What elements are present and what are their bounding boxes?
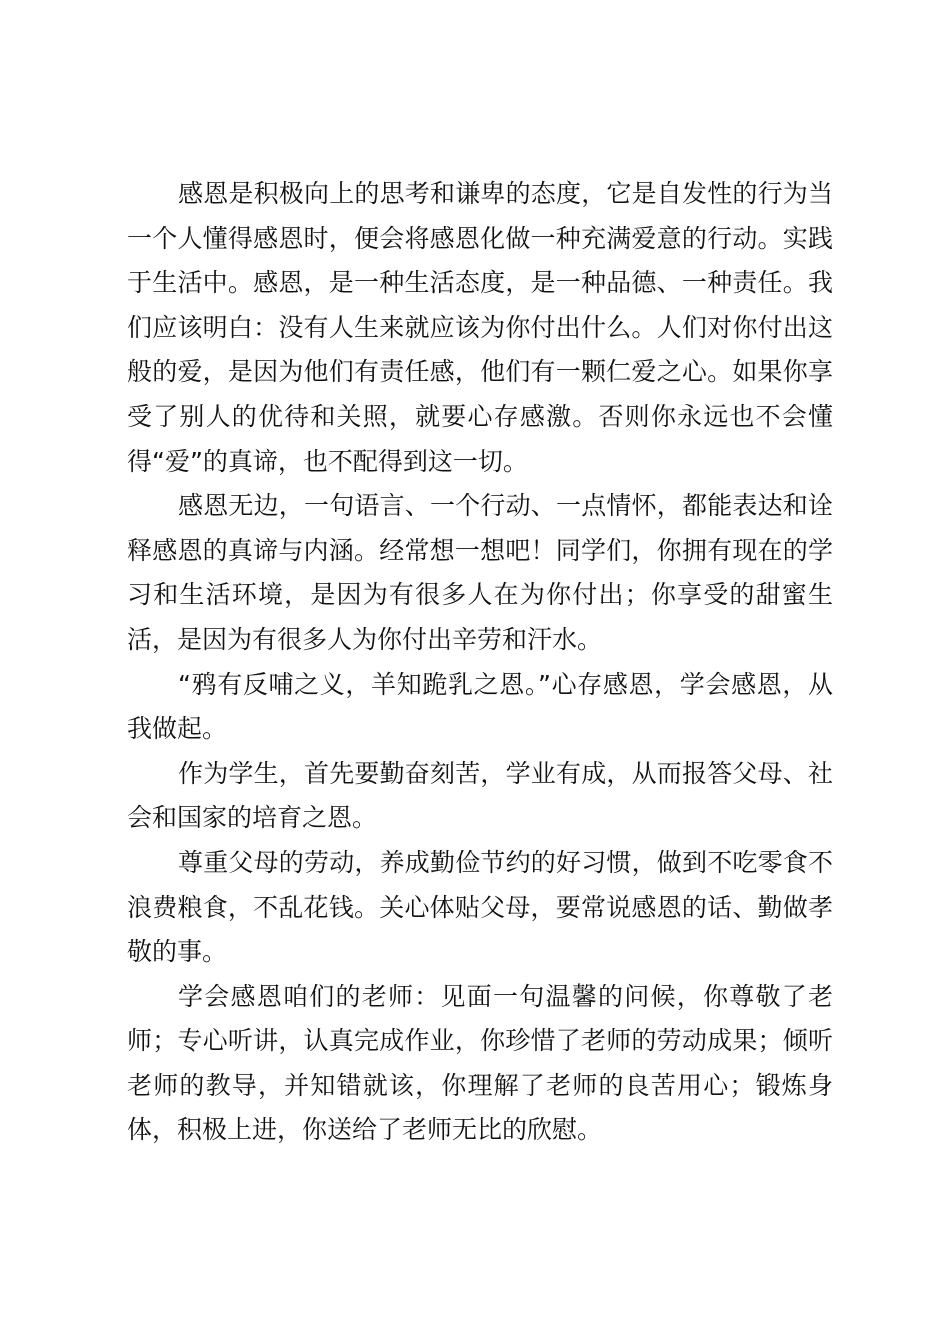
paragraph-1: 感恩是积极向上的思考和谦卑的态度，它是自发性的行为当一个人懂得感恩时，便会将感恩化做一种充满爱意的行动。实践于生活中。感恩，是一种生活态度，是一种品德、一种责任。我们应该明白：没有人生来就应该为你付出什么。人们对你付出这般的爱，是因为他们有责任感，他们有一颗仁爱之心。如果你享受了别人的优待和关照，就要心存感激。否则你永远也不会懂得“爱”的真谛，也不配得到这一切。 [127,179,833,476]
document-body [127,172,833,1153]
paragraph-6: 学会感恩咱们的老师：见面一句温馨的问候，你尊敬了老师；专心听讲，认真完成作业，你珍惜了老师的劳动成果；倾听老师的教导，并知错就该，你理解了老师的良苦用心；锻炼身体，积极上进，你送给了老师无比的欣慰。 [127,981,833,1145]
paragraph-3: “鸦有反哺之义，羊知跪乳之恩。”心存感恩，学会感恩，从我做起。 [127,669,833,744]
paragraph-4: 作为学生，首先要勤奋刻苦，学业有成，从而报答父母、社会和国家的培育之恩。 [127,758,833,833]
paragraph-2: 感恩无边，一句语言、一个行动、一点情怀，都能表达和诠释感恩的真谛与内涵。经常想一想吧！同学们，你拥有现在的学习和生活环境，是因为有很多人在为你付出；你享受的甜蜜生活，是因为有很多人为你付出辛劳和汗水。 [127,491,833,654]
paragraph-5: 尊重父母的劳动，养成勤俭节约的好习惯，做到不吃零食不浪费粮食，不乱花钱。关心体贴父母，要常说感恩的话、勤做孝敬的事。 [127,847,833,967]
